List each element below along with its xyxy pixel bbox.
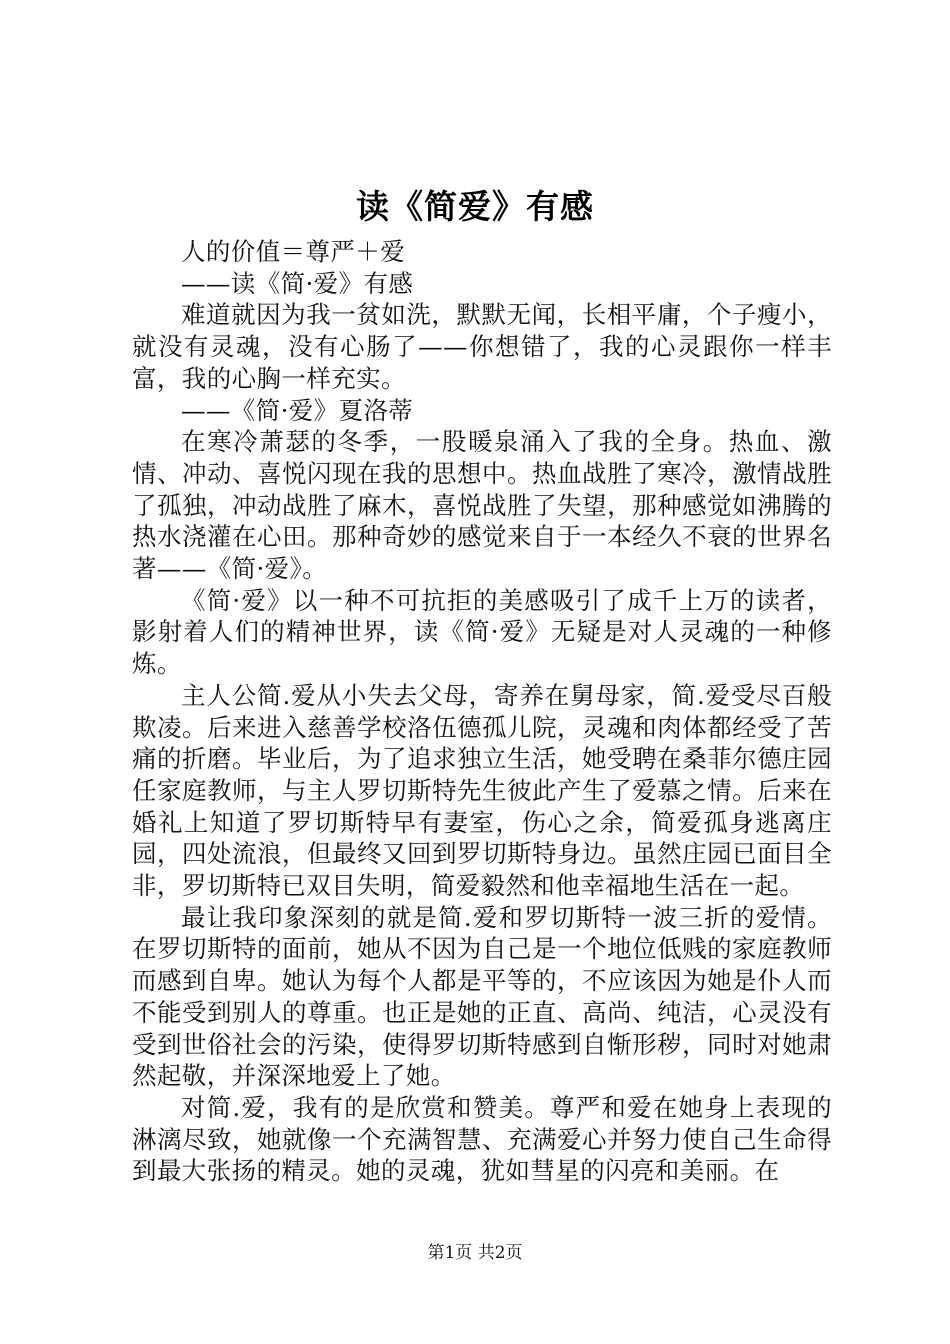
paragraph-admiration: 对简.爱，我有的是欣赏和赞美。尊严和爱在她身上表现的淋漓尽致，她就像一个充满智慧、充满爱心并努力使自己生命得到最大张扬的精灵。她的灵魂，犹如彗星的闪亮和美丽。在 [132,1092,832,1186]
page-number-footer: 第1页 共2页 [427,1243,523,1263]
paragraph-beauty: 《简·爱》以一种不可抗拒的美感吸引了成千上万的读者，影射着人们的精神世界，读《简·爱》无疑是对人灵魂的一种修炼。 [132,585,832,679]
paragraph-quote: 难道就因为我一贫如洗，默默无闻，长相平庸，个子瘦小，就没有灵魂，没有心肠了——你想错了，我的心灵跟你一样丰富，我的心胸一样充实。 [132,300,832,393]
paragraph-love-story: 最让我印象深刻的就是简.爱和罗切斯特一波三折的爱情。在罗切斯特的面前，她从不因为自己是一个地位低贱的家庭教师而感到自卑。她认为每个人都是平等的，不应该因为她是仆人而不能受到别人的尊重。也正是她的正直、高尚、纯洁，心灵没有受到世俗社会的污染，使得罗切斯特感到自惭形秽，同时对她肃然起敬，并深深地爱上了她。 [132,902,832,1091]
paragraph-quote-attribution: ——《简·爱》夏洛蒂 [181,395,414,425]
paragraph-subtitle-reading: ——读《简·爱》有感 [181,268,414,298]
paragraph-plot: 主人公简.爱从小失去父母，寄养在舅母家，简.爱受尽百般欺凌。后来进入慈善学校洛伍德孤儿院，灵魂和肉体都经受了苦痛的折磨。毕业后，为了追求独立生活，她受聘在桑菲尔德庄园任家庭教师，与主人罗切斯特先生彼此产生了爱慕之情。后来在婚礼上知道了罗切斯特早有妻室，伤心之余，简爱孤身逃离庄园，四处流浪，但最终又回到罗切斯特身边。虽然庄园已面目全非，罗切斯特已双目失明，简爱毅然和他幸福地生活在一起。 [132,680,832,901]
paragraph-winter: 在寒冷萧瑟的冬季，一股暖泉涌入了我的全身。热血、激情、冲动、喜悦闪现在我的思想中。热血战胜了寒冷，激情战胜了孤独，冲动战胜了麻木，喜悦战胜了失望，那种感觉如沸腾的热水浇灌在心田。那种奇妙的感觉来自于一本经久不衰的世界名著——《简·爱》。 [132,427,832,584]
document-body [132,236,832,1187]
paragraph-subtitle-formula: 人的价值＝尊严＋爱 [181,237,406,266]
document-title: 读《简爱》有感 [356,187,594,226]
